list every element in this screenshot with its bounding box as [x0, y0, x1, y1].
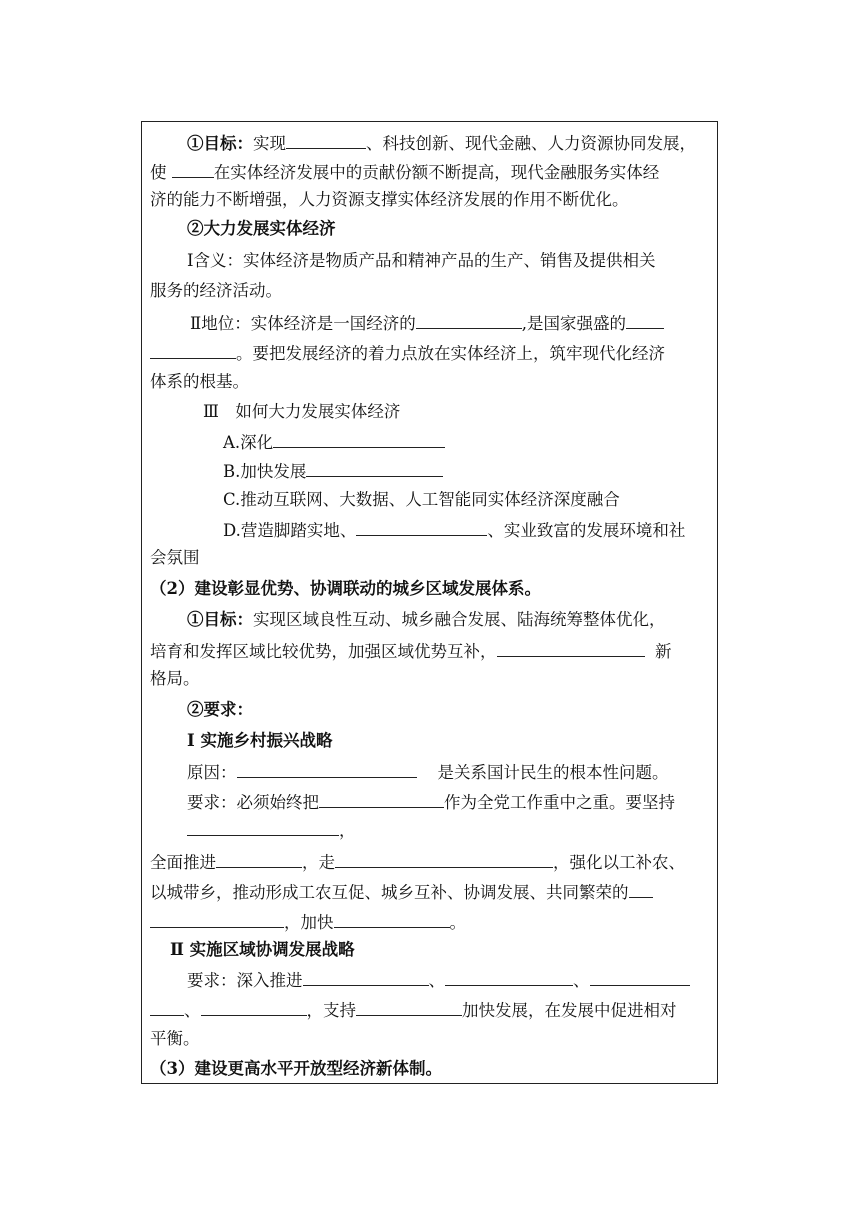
text: 全面推进	[150, 853, 216, 872]
text: 原因：	[187, 763, 237, 782]
requirements-heading: ②要求：	[187, 700, 253, 719]
fill-blank[interactable]	[286, 131, 366, 149]
fill-blank[interactable]	[150, 998, 184, 1016]
region-goal-1	[187, 609, 666, 631]
req-line-1	[187, 790, 675, 814]
text: 实现区域良性互动、城乡融合发展、陆海统筹整体优化，	[253, 610, 666, 629]
rural-heading: Ⅰ 实施乡村振兴战略	[187, 731, 333, 750]
text: 加快发展，在发展中促进相对	[462, 1001, 677, 1020]
fill-blank[interactable]	[590, 968, 690, 986]
status-line-3: 体系的根基。	[150, 372, 249, 391]
fill-blank[interactable]	[273, 430, 445, 448]
goal-label: ①目标：	[187, 610, 253, 629]
req-line-2	[187, 818, 356, 842]
req-line-3	[150, 850, 685, 874]
text: 使	[150, 163, 167, 182]
text: 要求：必须始终把	[187, 793, 319, 812]
text: A.深化	[223, 433, 274, 452]
item-a	[223, 430, 445, 454]
fill-blank[interactable]	[303, 968, 429, 986]
fill-blank[interactable]	[201, 998, 307, 1016]
text: 。要把发展经济的着力点放在实体经济上，筑牢现代化经济	[236, 344, 665, 363]
fill-blank[interactable]	[335, 850, 553, 868]
fill-blank[interactable]	[150, 910, 284, 928]
reason-line	[187, 760, 668, 784]
region-req-1	[187, 968, 690, 992]
text: 、	[428, 971, 445, 990]
how-heading: Ⅲ 如何大力发展实体经济	[203, 402, 401, 421]
section-heading: ②大力发展实体经济	[187, 219, 336, 238]
fill-blank[interactable]	[356, 518, 487, 536]
fill-blank[interactable]	[334, 910, 450, 928]
fill-blank[interactable]	[306, 459, 443, 477]
region-heading: Ⅱ 实施区域协调发展战略	[170, 940, 355, 959]
text: 。	[449, 913, 466, 932]
text: Ⅱ地位：实体经济是一国经济的	[190, 314, 416, 333]
fill-blank[interactable]	[445, 968, 573, 986]
status-line-2	[150, 341, 665, 365]
fill-blank[interactable]	[187, 818, 339, 836]
fill-blank[interactable]	[497, 639, 645, 657]
fill-blank[interactable]	[216, 850, 302, 868]
fill-blank[interactable]	[172, 160, 214, 178]
region-goal-3: 格局。	[150, 669, 200, 688]
fill-blank[interactable]	[319, 790, 444, 808]
fill-blank[interactable]	[416, 311, 522, 329]
text: 、	[573, 971, 590, 990]
section-heading: （2）建设彰显优势、协调联动的城乡区域发展体系。	[150, 579, 541, 598]
text: ，	[339, 821, 356, 840]
item-b	[223, 459, 443, 483]
item-d	[223, 518, 685, 542]
meaning-line-1: Ⅰ含义：实体经济是物质产品和精神产品的生产、销售及提供相关	[187, 251, 656, 270]
text: B.加快发展	[223, 462, 307, 481]
text: ，走	[302, 853, 335, 872]
fill-blank[interactable]	[626, 311, 664, 329]
goal-line-3: 济的能力不断增强，人力资源支撑实体经济发展的作用不断优化。	[150, 190, 629, 209]
fill-blank[interactable]	[237, 760, 417, 778]
goal-line-1	[187, 131, 696, 155]
item-d-cont: 会氛围	[150, 548, 200, 567]
region-req-2	[150, 998, 677, 1022]
fill-blank[interactable]	[150, 341, 236, 359]
text: D.营造脚踏实地、	[223, 521, 357, 540]
status-line-1	[190, 311, 664, 335]
text: 、实业致富的发展环境和社	[487, 521, 686, 540]
text: 要求：深入推进	[187, 971, 303, 990]
region-goal-2	[150, 639, 672, 663]
req-line-4	[150, 880, 653, 904]
text: ，强化以工补农、	[553, 853, 685, 872]
text: ，加快	[284, 913, 334, 932]
text: ，支持	[306, 1001, 356, 1020]
region-req-3: 平衡。	[150, 1029, 200, 1048]
item-c: C.推动互联网、大数据、人工智能同实体经济深度融合	[223, 490, 620, 509]
text: 在实体经济发展中的贡献份额不断提高，现代金融服务实体经	[213, 163, 660, 182]
text: 作为全党工作重中之重。要坚持	[444, 793, 675, 812]
fill-blank[interactable]	[356, 998, 462, 1016]
section-heading: （3）建设更高水平开放型经济新体制。	[150, 1059, 442, 1078]
text: 是关系国计民生的根本性问题。	[437, 763, 669, 782]
text: 实现	[253, 134, 286, 153]
req-line-5	[150, 910, 466, 934]
goal-line-2	[150, 160, 659, 184]
text: 、科技创新、现代金融、人力资源协同发展，	[366, 134, 696, 153]
text: 以城带乡，推动形成工农互促、城乡互补、协调发展、共同繁荣的	[150, 883, 629, 902]
goal-label: ①目标：	[187, 134, 253, 153]
meaning-line-2: 服务的经济活动。	[150, 281, 282, 300]
text: 培育和发挥区域比较优势，加强区域优势互补，	[150, 642, 497, 661]
text: 新	[655, 642, 672, 661]
fill-blank[interactable]	[629, 880, 653, 898]
text: ,是国家强盛的	[521, 314, 626, 333]
text: 、	[184, 1001, 201, 1020]
